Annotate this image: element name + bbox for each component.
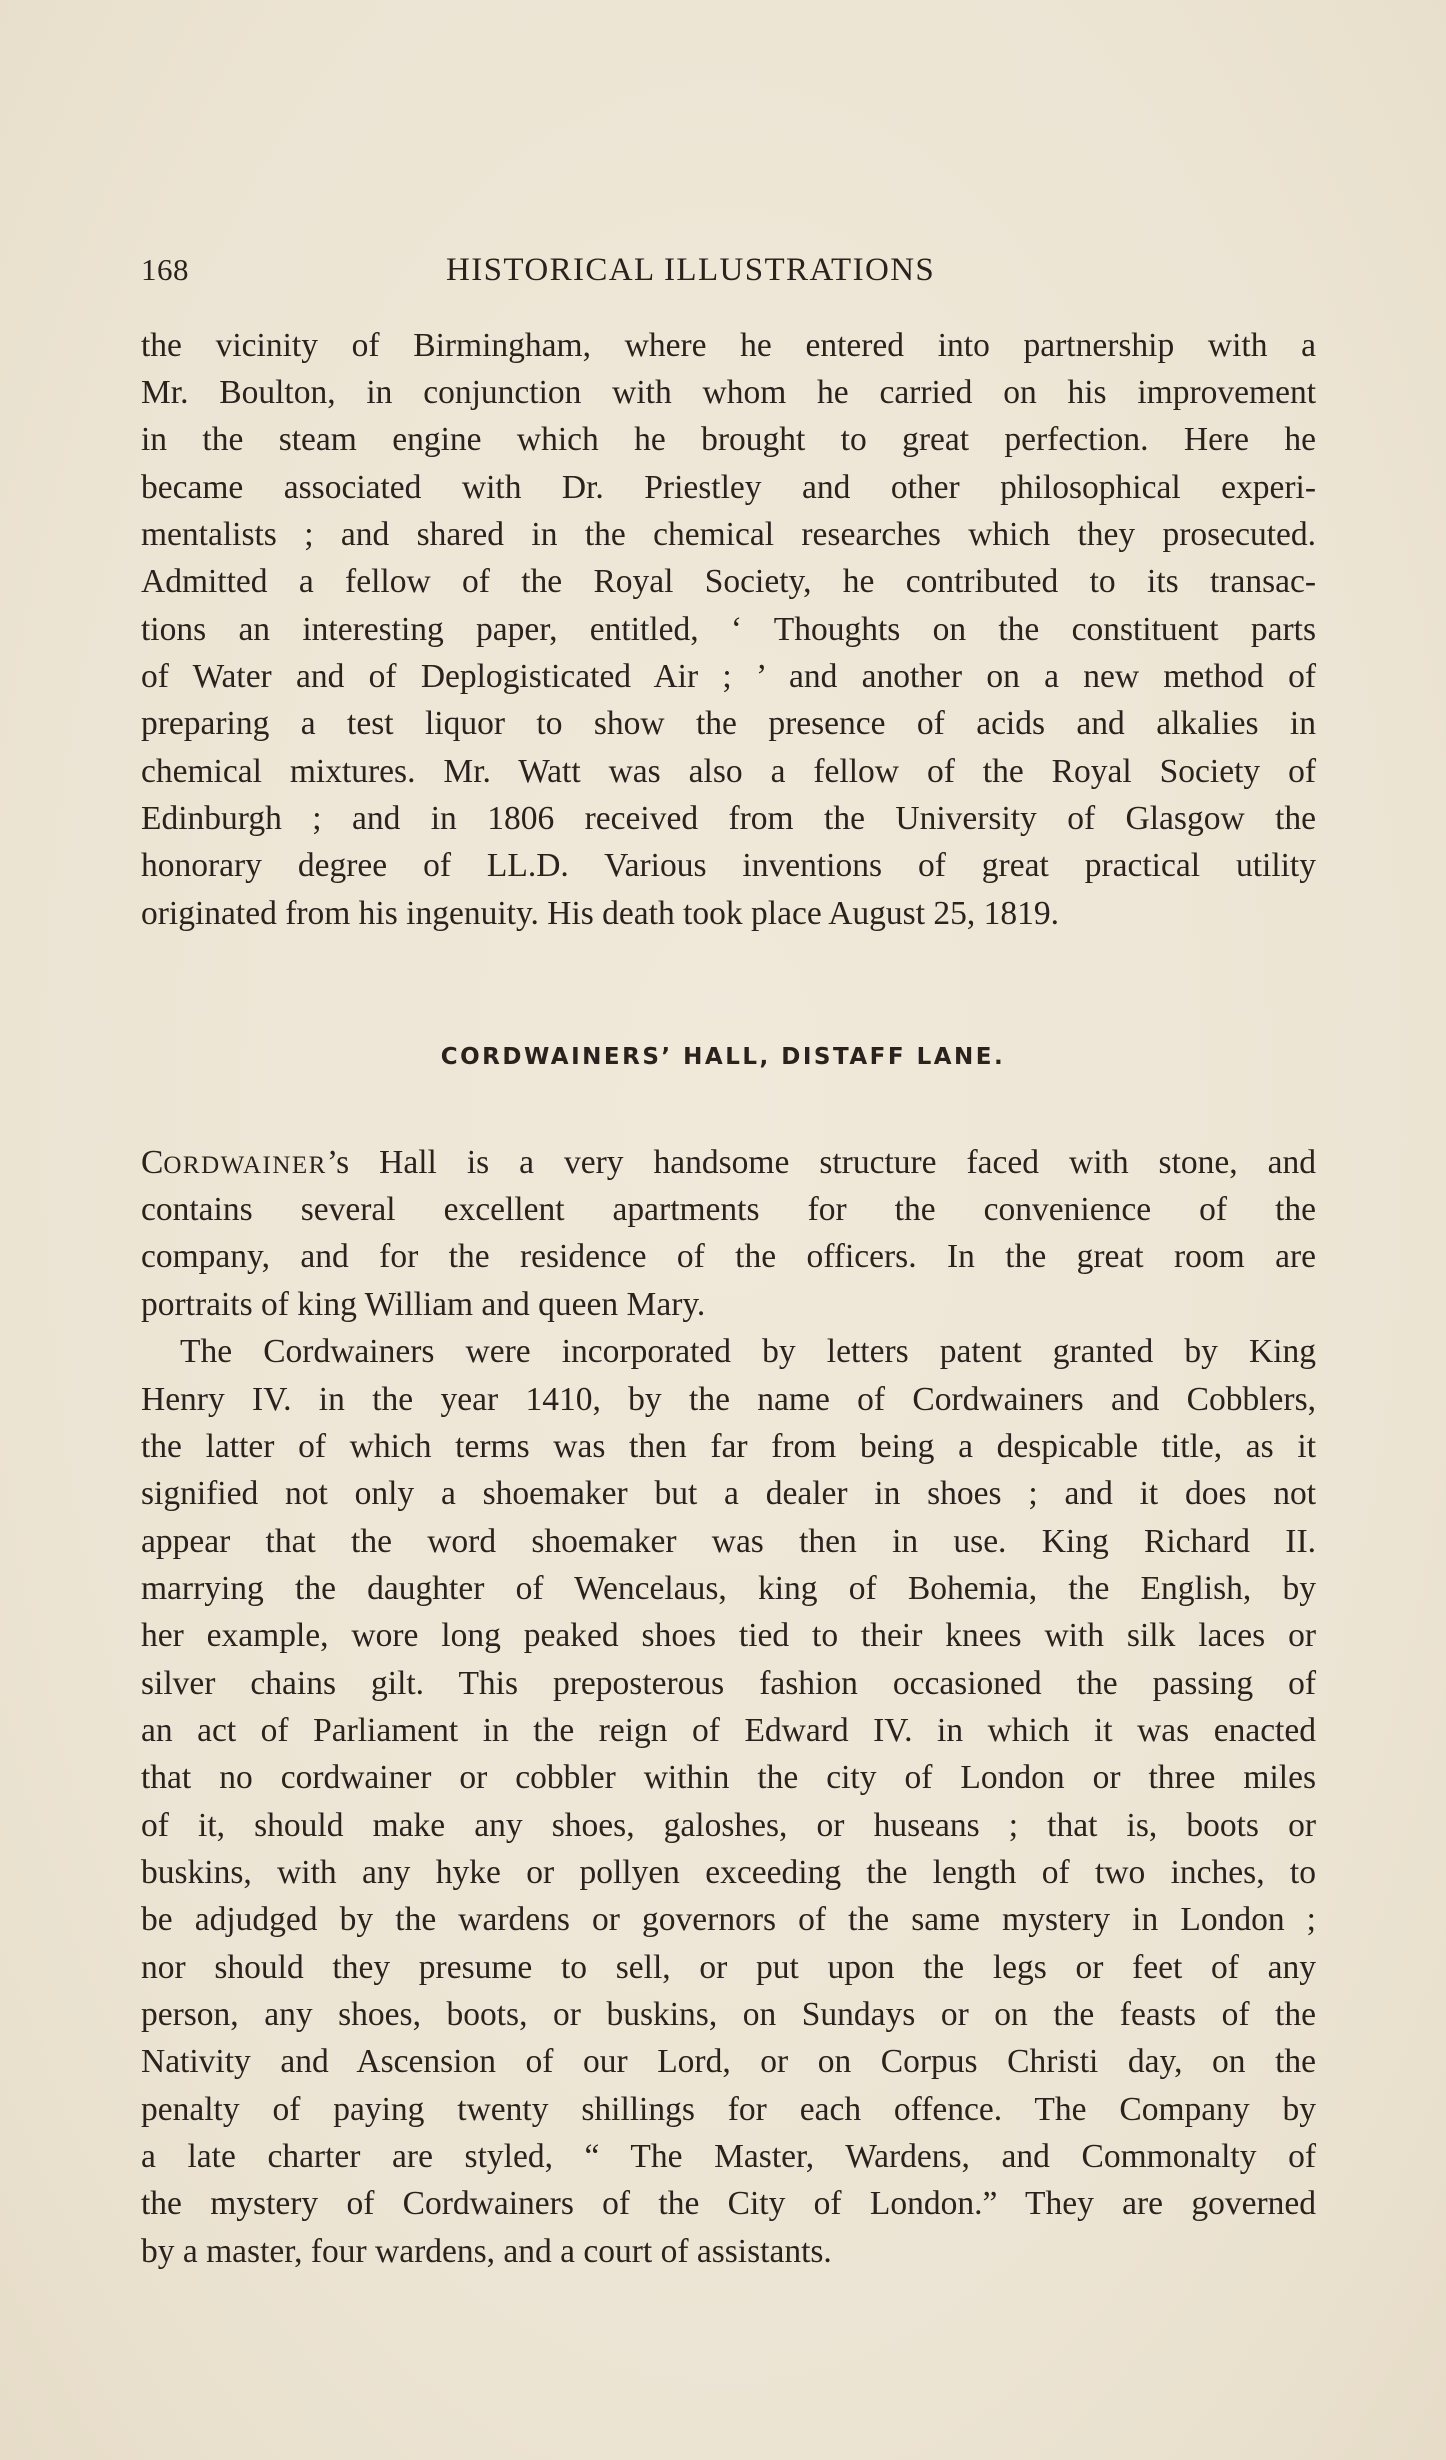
line-rest: ’s Hall is a very handsome structure faced with stone, and <box>326 1144 1316 1181</box>
text-line: The Cordwainers were incorporated by letters patent granted by King <box>180 1333 1316 1370</box>
text-line: originated from his ingenuity. His death took place August 25, 1819. <box>141 895 1060 932</box>
text-line: contains several excellent apartments for the convenience of the <box>141 1191 1316 1228</box>
section-heading: CORDWAINERS’ HALL, DISTAFF LANE. <box>440 1044 1006 1070</box>
text-line: penalty of paying twenty shillings for each offence. The Company by <box>141 2091 1316 2128</box>
text-line: person, any shoes, boots, or buskins, on Sundays or on the feasts of the <box>141 1996 1316 2033</box>
text-line: her example, wore long peaked shoes tied to their knees with silk laces or <box>141 1617 1316 1654</box>
text-line: Nativity and Ascension of our Lord, or on Corpus Christi day, on the <box>141 2043 1316 2080</box>
page-header <box>141 252 1316 300</box>
text-line: Mr. Boulton, in conjunction with whom he carried on his improvement <box>141 374 1316 411</box>
text-line: buskins, with any hyke or pollyen exceeding the length of two inches, to <box>141 1854 1316 1891</box>
text-line: honorary degree of LL.D. Various inventions of great practical utility <box>141 847 1316 884</box>
text-line: became associated with Dr. Priestley and other philosophical experi- <box>141 469 1316 506</box>
page-number: 168 <box>141 252 189 287</box>
text-line: company, and for the residence of the officers. In the great room are <box>141 1238 1316 1275</box>
text-line: preparing a test liquor to show the presence of acids and alkalies in <box>141 705 1316 742</box>
lead-smallcaps: ORDWAINER <box>163 1152 327 1179</box>
text-line <box>141 1139 1316 1186</box>
text-line: in the steam engine which he brought to great perfection. Here he <box>141 421 1316 458</box>
text-line: Admitted a fellow of the Royal Society, he contributed to its transac- <box>141 563 1316 600</box>
text-line: the latter of which terms was then far from being a despicable title, as it <box>141 1428 1316 1465</box>
text-line: of Water and of Deplogisticated Air ; ’ and another on a new method of <box>141 658 1316 695</box>
lead-initial: C <box>141 1144 164 1181</box>
text-line: by a master, four wardens, and a court of assistants. <box>141 2233 832 2270</box>
text-line: the mystery of Cordwainers of the City of London.” They are governed <box>141 2185 1316 2222</box>
text-line: portraits of king William and queen Mary. <box>141 1286 706 1323</box>
text-line: marrying the daughter of Wencelaus, king of Bohemia, the English, by <box>141 1570 1316 1607</box>
text-line: the vicinity of Birmingham, where he entered into partnership with a <box>141 327 1316 364</box>
running-head: HISTORICAL ILLUSTRATIONS <box>446 252 936 288</box>
text-line: of it, should make any shoes, galoshes, or huseans ; that is, boots or <box>141 1807 1316 1844</box>
text-line: tions an interesting paper, entitled, ‘ Thoughts on the constituent parts <box>141 611 1316 648</box>
text-line: appear that the word shoemaker was then in use. King Richard II. <box>141 1523 1316 1560</box>
text-line: chemical mixtures. Mr. Watt was also a fellow of the Royal Society of <box>141 753 1316 790</box>
text-line: Edinburgh ; and in 1806 received from the University of Glasgow the <box>141 800 1316 837</box>
text-line: a late charter are styled, “ The Master, Wardens, and Commonalty of <box>141 2138 1316 2175</box>
text-line: Henry IV. in the year 1410, by the name of Cordwainers and Cobblers, <box>141 1381 1316 1418</box>
text-line: signified not only a shoemaker but a dealer in shoes ; and it does not <box>141 1475 1316 1512</box>
text-line: nor should they presume to sell, or put upon the legs or feet of any <box>141 1949 1316 1986</box>
text-line: mentalists ; and shared in the chemical researches which they prosecuted. <box>141 516 1316 553</box>
text-line: be adjudged by the wardens or governors of the same mystery in London ; <box>141 1901 1316 1938</box>
text-line: silver chains gilt. This preposterous fashion occasioned the passing of <box>141 1665 1316 1702</box>
text-line: that no cordwainer or cobbler within the city of London or three miles <box>141 1759 1316 1796</box>
text-line: an act of Parliament in the reign of Edward IV. in which it was enacted <box>141 1712 1316 1749</box>
